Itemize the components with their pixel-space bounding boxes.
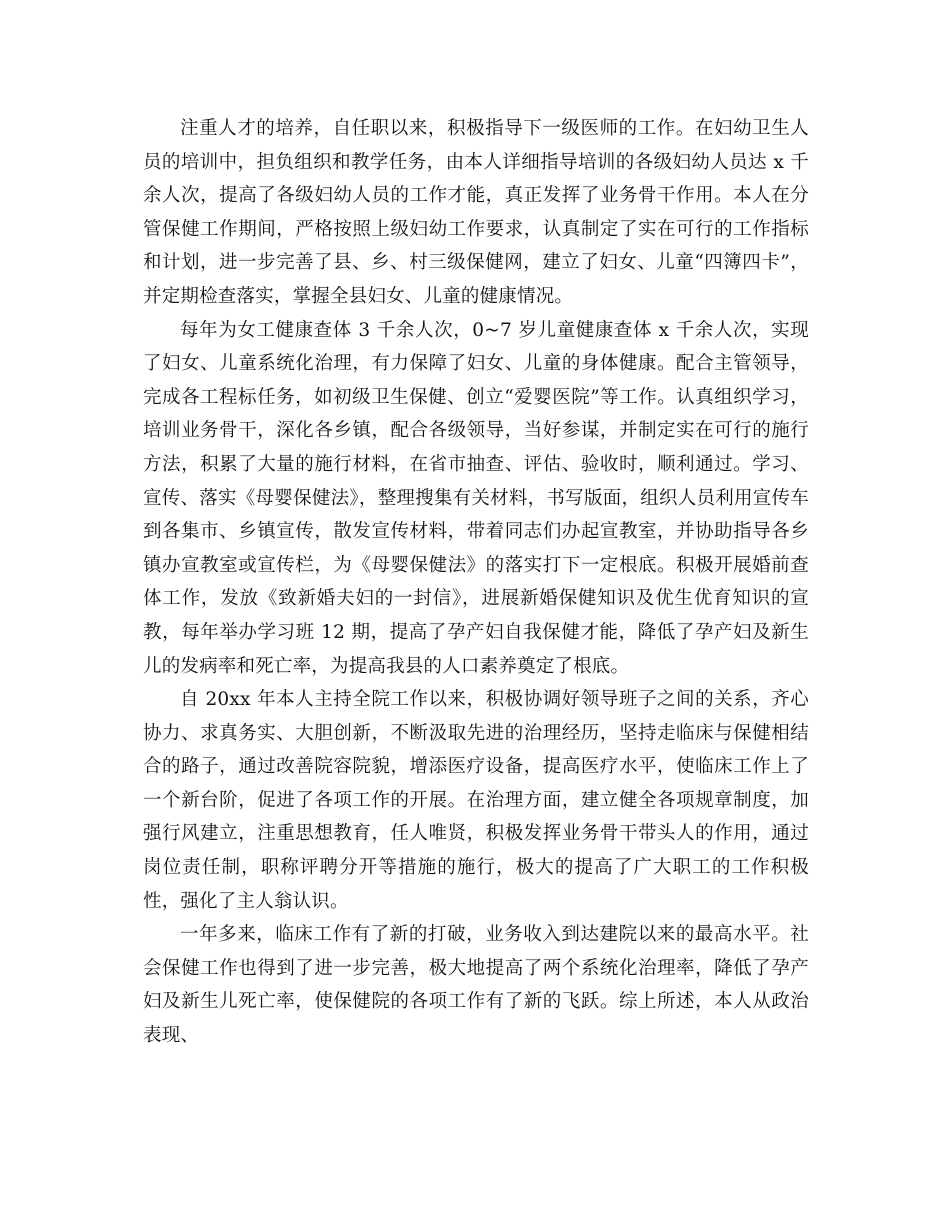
document-body bbox=[143, 112, 809, 1053]
paragraph-1: 注重人才的培养，自任职以来，积极指导下一级医师的工作。在妇幼卫生人员的培训中，担负组织和教学任务，由本人详细指导培训的各级妇幼人员达 x 千余人次，提高了各级妇幼人员的工作才能，真正发挥了业务骨干作用。本人在分管保健工作期间，严格按照上级妇幼工作要求，认真制定了实在可行的工作指标和计划，进一步完善了县、乡、村三级保健网，建立了妇女、儿童“四簿四卡”，并定期检查落实，掌握全县妇女、儿童的健康情况。 bbox=[143, 118, 809, 307]
paragraph-3: 自 20xx 年本人主持全院工作以来，积极协调好领导班子之间的关系，齐心协力、求真务实、大胆创新，不断汲取先进的治理经历，坚持走临床与保健相结合的路子，通过改善院容院貌，增添医疗设备，提高医疗水平，使临床工作上了一个新台阶，促进了各项工作的开展。在治理方面，建立健全各项规章制度，加强行风建立，注重思想教育，任人唯贤，积极发挥业务骨干带头人的作用，通过岗位责任制，职称评聘分开等措施的施行，极大的提高了广大职工的工作积极性，强化了主人翁认识。 bbox=[143, 689, 809, 912]
paragraph-4: 一年多来，临床工作有了新的打破，业务收入到达建院以来的最高水平。社会保健工作也得到了进一步完善，极大地提高了两个系统化治理率，降低了孕产妇及新生儿死亡率，使保健院的各项工作有了新的飞跃。综上所述，本人从政治表现、 bbox=[143, 924, 809, 1047]
paragraph-2: 每年为女工健康查体 3 千余人次，0~7 岁儿童健康查体 x 千余人次，实现了妇女、儿童系统化治理，有力保障了妇女、儿童的身体健康。配合主管领导，完成各工程标任务，如初级卫生保健、创立“爱婴医院”等工作。认真组织学习，培训业务骨干，深化各乡镇，配合各级领导，当好参谋，并制定实在可行的施行方法，积累了大量的施行材料，在省市抽查、评估、验收时，顺利通过。学习、宣传、落实《母婴保健法》，整理搜集有关材料，书写版面，组织人员利用宣传车到各集市、乡镇宣传，散发宣传材料，带着同志们办起宣教室，并协助指导各乡镇办宣教室或宣传栏，为《母婴保健法》的落实打下一定根底。积极开展婚前查体工作，发放《致新婚夫妇的一封信》，进展新婚保健知识及优生优育知识的宣教，每年举办学习班 12 期，提高了孕产妇自我保健才能，降低了孕产妇及新生儿的发病率和死亡率，为提高我县的人口素养奠定了根底。 bbox=[143, 319, 809, 677]
